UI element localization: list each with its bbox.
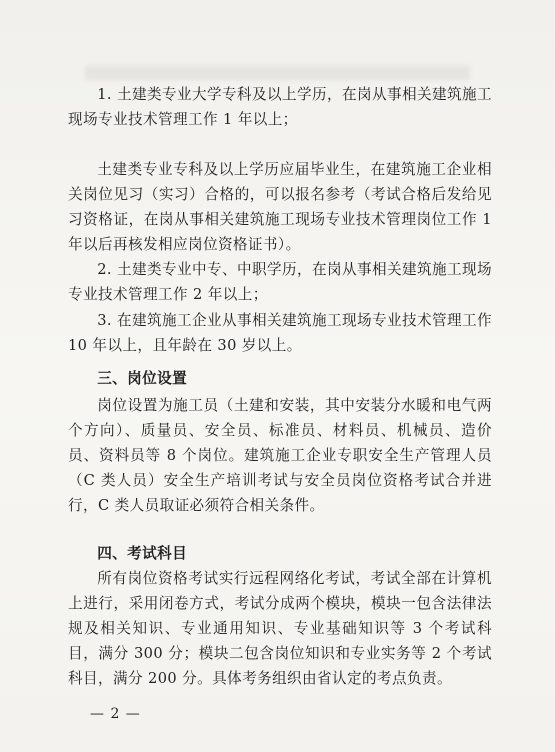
requirement-1: 1. 土建类专业大学专科及以上学历，在岗从事相关建筑施工现场专业技术管理工作 1 年以上； [68,86,492,128]
section-4-heading: 四、考试科目 [97,545,188,562]
bleed-through-shadow [85,66,470,80]
section-3-heading: 三、岗位设置 [97,370,188,387]
section-3-body: 岗位设置为施工员（土建和安装，其中安装分水暖和电气两个方向）、质量员、安全员、标准员、材料员、机械员、造价员、资料员等 8 个岗位。建筑施工企业专职安全生产管理人员（C 类人员）安全生产培训考试与安全员岗位资格考试合并进行，C 类人员取证必须符合相关条件。 [68,397,492,514]
requirement-2: 2. 土建类专业中专、中职学历，在岗从事相关建筑施工现场专业技术管理工作 2 年以上； [68,261,492,303]
section-4-body: 所有岗位资格考试实行远程网络化考试，考试全部在计算机上进行，采用闭卷方式，考试分成两个模块，模块一包含法律法规及相关知识、专业通用知识、专业基础知识等 3 个考试科目，满分 300 分；模块二包含岗位知识和专业实务等 2 个考试科目，满分 200 分。具体考务组织由省认定的考点负责。 [68,570,492,687]
requirement-3: 3. 在建筑施工企业从事相关建筑施工现场专业技术管理工作 10 年以上，且年龄在 30 岁以上。 [68,312,492,354]
page-number: — 2 — [90,706,141,722]
requirement-1-graduates: 土建类专业专科及以上学历应届毕业生，在建筑施工企业相关岗位见习（实习）合格的，可以报名参考（考试合格后发给见习资格证，在岗从事相关建筑施工现场专业技术管理岗位工作 1 年以后再核发相应岗位资格证书）。 [68,161,492,253]
